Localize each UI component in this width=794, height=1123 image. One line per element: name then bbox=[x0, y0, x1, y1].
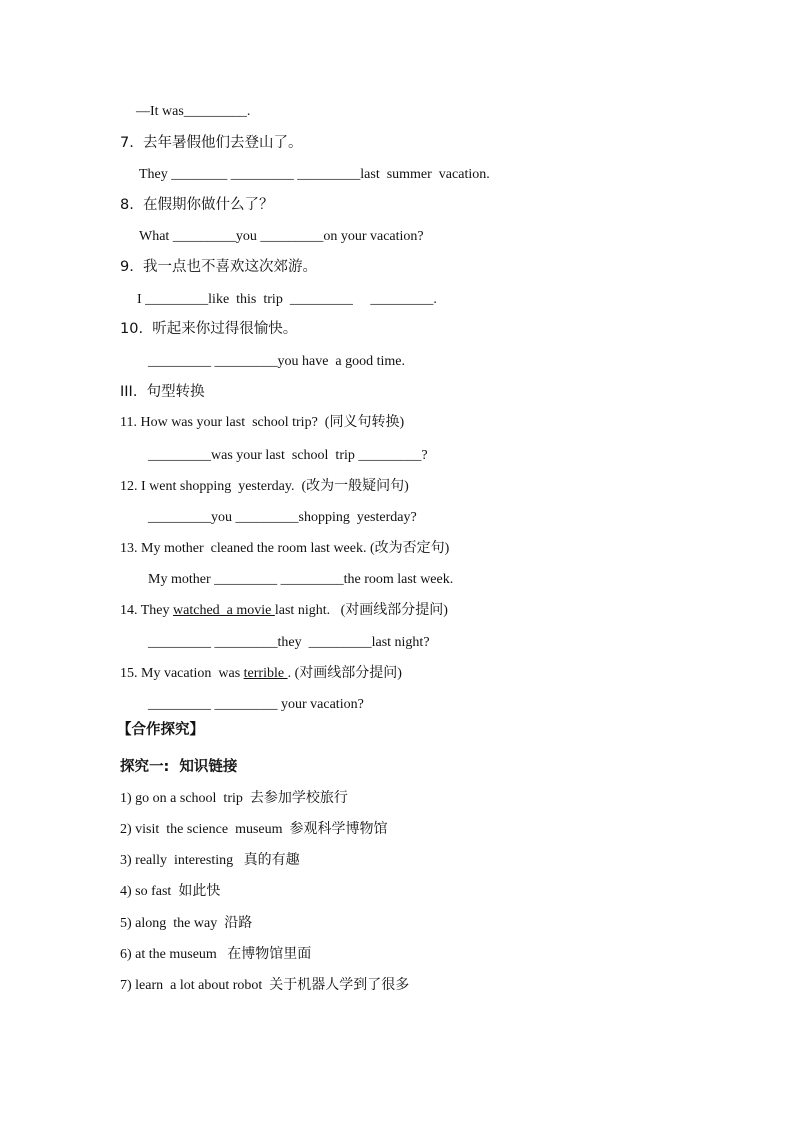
question-14-prefix: 14. They bbox=[120, 603, 174, 618]
question-13-answer: My mother _________ _________the room last week. bbox=[148, 572, 454, 587]
knowledge-item-1: 1) go on a school trip 去参加学校旅行 bbox=[120, 791, 348, 806]
question-8-chinese: 8. 在假期你做什么了？ bbox=[120, 197, 274, 213]
knowledge-item-4: 4) so fast 如此快 bbox=[120, 884, 221, 899]
question-15-answer: _________ _________ your vacation? bbox=[148, 697, 364, 712]
question-14-answer: _________ _________they _________last night? bbox=[148, 635, 430, 650]
explore-1-heading: 探究一: 知识链接 bbox=[120, 759, 238, 775]
knowledge-item-2: 2) visit the science museum 参观科学博物馆 bbox=[120, 822, 388, 837]
knowledge-item-7: 7) learn a lot about robot 关于机器人学到了很多 bbox=[120, 978, 410, 993]
question-7-chinese: 7. 去年暑假他们去登山了。 bbox=[120, 135, 303, 151]
knowledge-item-3: 3) really interesting 真的有趣 bbox=[120, 853, 300, 868]
question-11: 11. How was your last school trip? (同义句转换) bbox=[120, 415, 405, 430]
knowledge-item-5: 5) along the way 沿路 bbox=[120, 916, 253, 931]
cooperation-heading: 【合作探究】 bbox=[117, 722, 204, 738]
question-8-english: What _________you _________on your vacation? bbox=[139, 229, 424, 244]
question-15 bbox=[120, 665, 402, 683]
question-14-underlined: watched a movie bbox=[173, 603, 275, 618]
question-12: 12. I went shopping yesterday. (改为一般疑问句) bbox=[120, 479, 409, 494]
knowledge-item-6: 6) at the museum 在博物馆里面 bbox=[120, 947, 312, 962]
question-12-answer: _________you _________shopping yesterday? bbox=[148, 510, 417, 525]
question-15-prefix: 15. My vacation was bbox=[120, 666, 244, 681]
question-10-chinese: 10. 听起来你过得很愉快。 bbox=[120, 321, 298, 337]
section-3-heading: III. 句型转换 bbox=[120, 384, 205, 400]
question-9-chinese: 9. 我一点也不喜欢这次郊游。 bbox=[120, 259, 318, 275]
question-15-suffix: . (对画线部分提问) bbox=[287, 666, 402, 681]
question-10-english: _________ _________you have a good time. bbox=[148, 354, 406, 369]
question-15-underlined: terrible bbox=[243, 666, 288, 681]
question-11-answer: _________was your last school trip _________? bbox=[148, 448, 428, 463]
question-14-suffix: last night. (对画线部分提问) bbox=[274, 603, 448, 618]
question-7-english: They ________ _________ _________last summer vacation. bbox=[139, 167, 490, 182]
answer-line-6: —It was_________. bbox=[136, 104, 251, 119]
question-14 bbox=[120, 602, 448, 620]
question-13: 13. My mother cleaned the room last week. (改为否定句) bbox=[120, 541, 450, 556]
question-9-english: I _________like this trip _________ _________. bbox=[137, 292, 437, 307]
